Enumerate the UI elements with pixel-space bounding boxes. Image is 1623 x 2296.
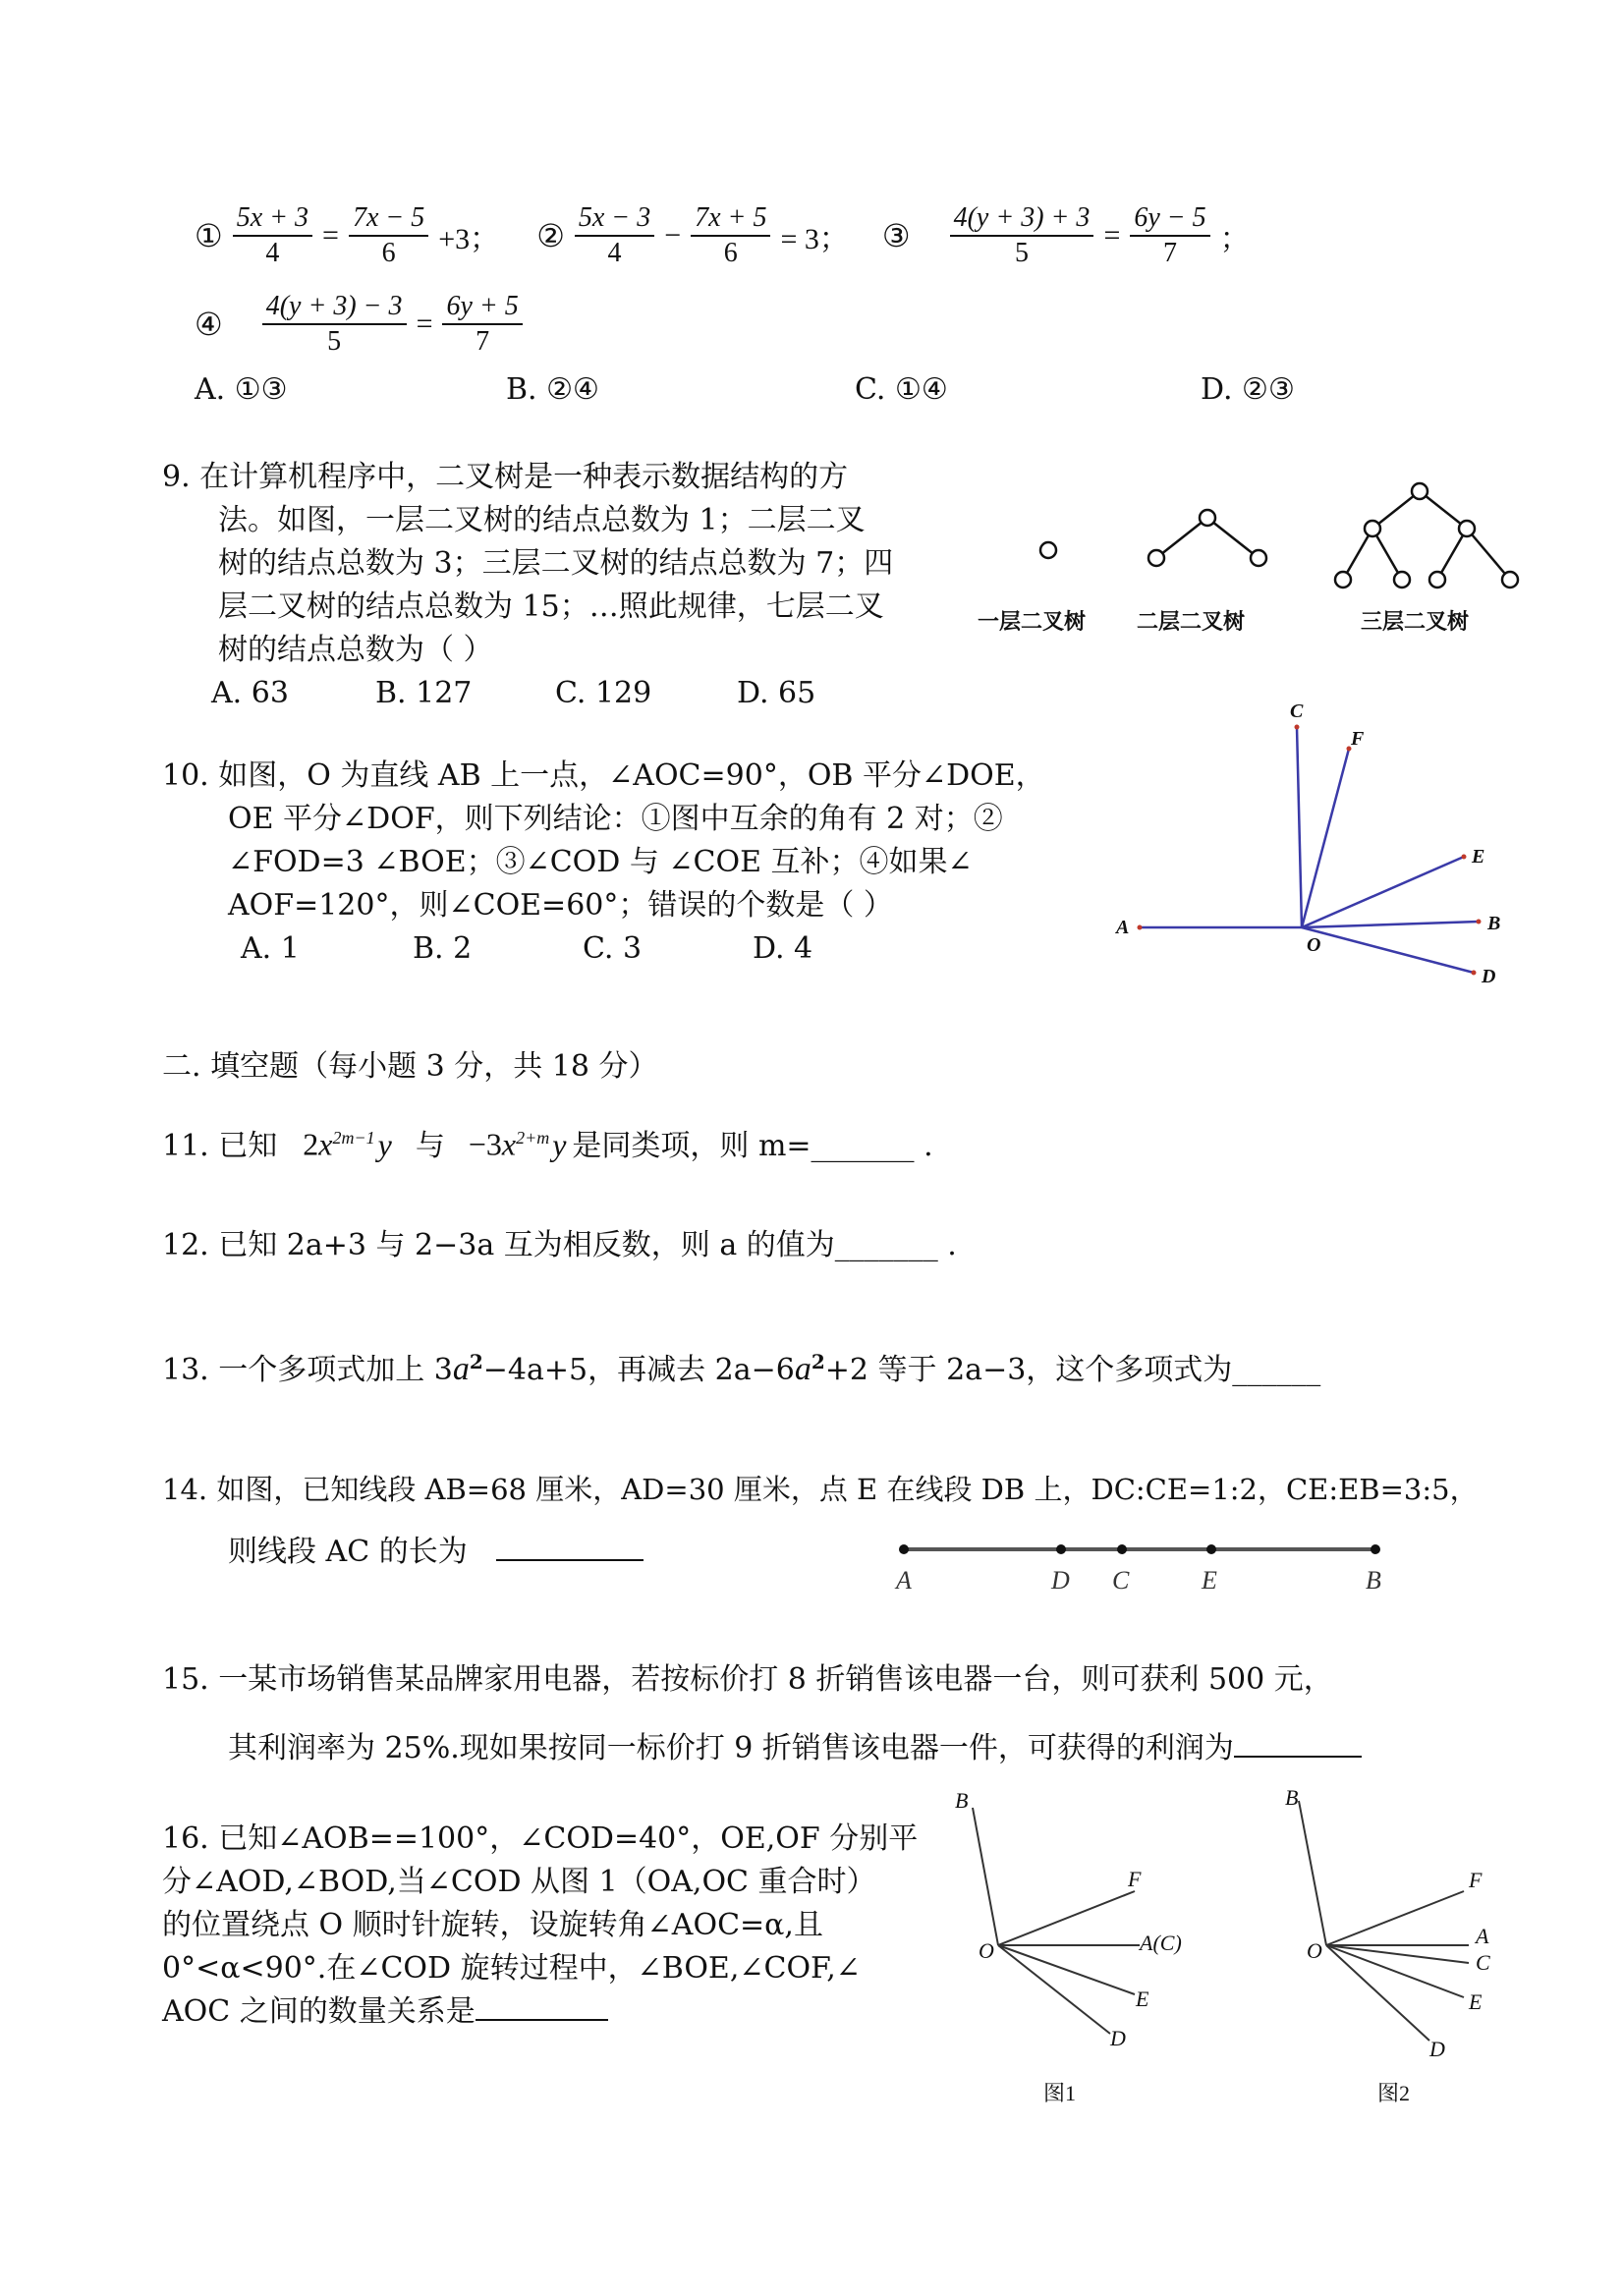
q8-eq2-a-num: 5x − 3 xyxy=(575,201,654,237)
q10-option-d: D. 4 xyxy=(753,931,813,966)
tree2-node xyxy=(1148,550,1164,566)
q8-eq2-a-den: 4 xyxy=(607,238,622,268)
q8-eq1-label: ① xyxy=(195,217,223,254)
tree2-node xyxy=(1251,550,1266,566)
label-d: D xyxy=(1110,2026,1126,2050)
point-e xyxy=(1462,855,1467,860)
q14-segment-figure xyxy=(884,1528,1395,1596)
q8-eq3-lhs-den: 5 xyxy=(1015,238,1029,268)
fig2-caption: 图2 xyxy=(1377,2081,1411,2105)
q8-eq2-b-num: 7x + 5 xyxy=(691,201,770,237)
q16-line-1: 16. 已知∠AOB==100°，∠COD=40°，OE,OF 分别平 xyxy=(162,1821,919,1856)
q8-eq3-lhs-num: 4(y + 3) + 3 xyxy=(950,201,1094,237)
q8-eq4-lhs-fraction xyxy=(262,290,407,359)
label-ac: A(C) xyxy=(1140,1931,1182,1955)
q8-eq4-rhs-fraction xyxy=(442,290,522,359)
q8-eq1-lhs-num: 5x + 3 xyxy=(233,201,312,237)
q11-term1-x: x xyxy=(318,1126,333,1162)
label-c: C xyxy=(1290,700,1304,722)
ray-of xyxy=(1302,749,1349,927)
tree2-edge xyxy=(1156,518,1207,558)
label-f: F xyxy=(1351,728,1365,750)
tree3-node xyxy=(1429,572,1445,588)
q8-eq4-lhs-num: 4(y + 3) − 3 xyxy=(262,290,407,325)
q8-eq3-tail: ； xyxy=(1219,223,1250,255)
q13-sq1: 2 xyxy=(469,1350,483,1373)
q8-eq3-label: ③ xyxy=(881,217,911,254)
point-d xyxy=(1056,1544,1066,1554)
point-a xyxy=(899,1544,909,1554)
q13-line xyxy=(162,1340,1320,1392)
q16-line-5 xyxy=(162,1990,608,2034)
ray-oe xyxy=(998,1945,1135,1994)
q8-eq3-rhs-fraction xyxy=(1130,201,1209,270)
q8-eq3-equals: = xyxy=(1103,219,1121,252)
ray-oc xyxy=(1297,727,1302,927)
label-d: D xyxy=(1051,1566,1070,1595)
q8-eq3-lhs-fraction xyxy=(950,201,1094,270)
q16-answer-blank xyxy=(476,1991,608,2021)
tree3-node xyxy=(1335,572,1351,588)
q10-option-b: B. 2 xyxy=(413,931,473,966)
q8-eq1-lhs-fraction xyxy=(233,201,312,270)
binary-tree-figure xyxy=(968,472,1577,648)
q16-figure-2 xyxy=(1267,1783,1523,2112)
q11-term2-exp: 2+m xyxy=(516,1128,550,1148)
q8-eq1-rhs-fraction xyxy=(349,201,428,270)
q13-part3: +2 等于 2a−3，这个多项式为______ xyxy=(824,1353,1321,1387)
ray-od xyxy=(1326,1945,1429,2041)
label-f: F xyxy=(1128,1867,1142,1891)
q8-equations-row1 xyxy=(195,201,1250,270)
q11-term1 xyxy=(303,1116,392,1166)
q8-eq4-lhs-den: 5 xyxy=(327,326,342,357)
q9-option-a: A. 63 xyxy=(211,676,289,710)
q13-sq2: 2 xyxy=(811,1350,825,1373)
q11-term2 xyxy=(469,1116,567,1166)
label-c: C xyxy=(1476,1950,1490,1975)
q15-line-1: 15. 一某市场销售某品牌家用电器，若按标价打 8 折销售该电器一台，则可获利 500 元， xyxy=(162,1662,1333,1697)
label-f: F xyxy=(1469,1868,1483,1892)
label-b: B xyxy=(955,1788,969,1813)
q11-term1-exp: 2m−1 xyxy=(332,1128,375,1148)
q8-eq2-tail: = 3； xyxy=(780,223,849,255)
q15-answer-blank xyxy=(1234,1728,1362,1758)
q9-option-c: C. 129 xyxy=(555,676,652,710)
tree3-node xyxy=(1459,521,1475,536)
fig1-caption: 图1 xyxy=(1043,2081,1077,2105)
q14-line-1: 14. 如图，已知线段 AB=68 厘米，AD=30 厘米，点 E 在线段 DB 上，DC:CE=1:2，CE:EB=3:5， xyxy=(162,1473,1479,1506)
q8-eq1-equals: = xyxy=(322,219,339,252)
label-o: O xyxy=(979,1938,994,1963)
ray-of xyxy=(998,1891,1135,1945)
ray-ob xyxy=(1302,922,1479,927)
label-e: E xyxy=(1469,1989,1483,2014)
q8-eq2-b-den: 6 xyxy=(723,238,738,268)
q14-line-2-text: 则线段 AC 的长为 xyxy=(228,1535,468,1569)
label-e: E xyxy=(1136,1987,1149,2011)
point-c xyxy=(1295,725,1300,730)
q11-suffix: 是同类项，则 m=_______ . xyxy=(572,1128,933,1163)
q11-term2-x: x xyxy=(501,1126,517,1162)
q10-line-2: OE 平分∠DOF，则下列结论：①图中互余的角有 2 对；② xyxy=(228,802,1003,836)
q11-term2-coef: −3 xyxy=(468,1126,502,1162)
label-b: B xyxy=(1285,1785,1299,1810)
q9-line-2: 法。如图，一层二叉树的结点总数为 1；二层二叉 xyxy=(218,503,866,537)
label-o: O xyxy=(1307,934,1321,956)
q8-eq2-minus: − xyxy=(664,219,682,252)
point-c xyxy=(1117,1544,1127,1554)
tree3-node xyxy=(1394,572,1410,588)
q8-equations-row2 xyxy=(195,290,523,359)
tree3-node xyxy=(1412,483,1427,499)
tree3-caption: 三层二叉树 xyxy=(1361,609,1470,634)
q16-line-2: 分∠AOD,∠BOD,当∠COD 从图 1（OA,OC 重合时） xyxy=(162,1865,876,1899)
ray-od xyxy=(998,1945,1110,2034)
q16-figure-1 xyxy=(943,1788,1228,2112)
q8-eq4-rhs-num: 6y + 5 xyxy=(442,290,522,325)
tree3-node xyxy=(1365,521,1380,536)
q13-part2: −4a+5，再减去 2a−6 xyxy=(482,1353,795,1387)
ray-oe xyxy=(1302,857,1464,927)
q16-line-5-text: AOC 之间的数量关系是 xyxy=(162,1994,476,2029)
q9-line-4: 层二叉树的结点总数为 15；…照此规律，七层二叉 xyxy=(218,589,884,624)
ray-ob xyxy=(973,1808,998,1945)
q11-prefix: 11. 已知 xyxy=(162,1128,278,1163)
q10-option-a: A. 1 xyxy=(241,931,300,966)
q10-line-3: ∠FOD=3 ∠BOE；③∠COD 与 ∠COE 互补；④如果∠ xyxy=(228,845,973,879)
q12-line: 12. 已知 2a+3 与 2−3a 互为相反数，则 a 的值为_______ . xyxy=(162,1228,957,1262)
label-o: O xyxy=(1307,1938,1322,1963)
q11-term1-coef: 2 xyxy=(303,1126,319,1162)
ray-od xyxy=(1302,927,1474,973)
label-b: B xyxy=(1366,1566,1381,1595)
q8-option-d: D. ②③ xyxy=(1201,372,1295,407)
q9-line-3: 树的结点总数为 3；三层二叉树的结点总数为 7；四 xyxy=(218,546,894,581)
label-e: E xyxy=(1202,1566,1217,1595)
label-b: B xyxy=(1487,913,1501,934)
q14-line-2 xyxy=(228,1531,644,1574)
point-b xyxy=(1477,920,1482,924)
q8-eq2-b-fraction xyxy=(691,201,770,270)
q16-line-3: 的位置绕点 O 顺时针旋转，设旋转角∠AOC=α,且 xyxy=(162,1908,823,1942)
point-e xyxy=(1206,1544,1216,1554)
point-b xyxy=(1371,1544,1380,1554)
q8-eq2-label: ② xyxy=(536,217,565,254)
tree2-caption: 二层二叉树 xyxy=(1137,609,1246,634)
q10-line-1: 10. 如图，O 为直线 AB 上一点，∠AOC=90°，OB 平分∠DOE， xyxy=(162,758,1045,793)
q8-option-b: B. ②④ xyxy=(506,372,599,407)
q11-line xyxy=(162,1116,933,1168)
q11-mid: 与 xyxy=(415,1128,445,1163)
label-a: A xyxy=(1476,1924,1489,1948)
q9-line-1: 9. 在计算机程序中，二叉树是一种表示数据结构的方 xyxy=(162,460,849,494)
q8-eq4-rhs-den: 7 xyxy=(476,326,490,357)
q11-term1-y: y xyxy=(377,1126,392,1162)
tree2-node xyxy=(1200,510,1215,526)
q9-option-b: B. 127 xyxy=(375,676,473,710)
q10-angle-figure xyxy=(1100,688,1533,992)
q8-eq1-rhs-num: 7x − 5 xyxy=(349,201,428,237)
point-d xyxy=(1472,971,1477,976)
q8-option-c: C. ①④ xyxy=(855,372,948,407)
q15-line-2 xyxy=(228,1727,1362,1770)
ray-of xyxy=(1326,1891,1464,1945)
label-e: E xyxy=(1472,846,1485,868)
label-d: D xyxy=(1429,2037,1445,2061)
q13-a2: a xyxy=(794,1351,812,1387)
q8-eq2-a-fraction xyxy=(575,201,654,270)
q8-option-a: A. ①③ xyxy=(195,372,288,407)
q15-line-2-text: 其利润率为 25%.现如果按同一标价打 9 折销售该电器一件，可获得的利润为 xyxy=(228,1731,1234,1765)
tree1-caption: 一层二叉树 xyxy=(978,609,1087,634)
q11-term2-y: y xyxy=(552,1126,567,1162)
label-a: A xyxy=(896,1566,912,1595)
q8-eq1-tail: +3； xyxy=(438,223,500,255)
q9-option-d: D. 65 xyxy=(737,676,816,710)
label-a: A xyxy=(1116,917,1130,938)
q8-eq3-rhs-num: 6y − 5 xyxy=(1130,201,1209,237)
q13-a1: a xyxy=(452,1351,470,1387)
q14-answer-blank xyxy=(496,1532,644,1561)
q9-line-5: 树的结点总数为（ ） xyxy=(218,633,493,667)
tree1-node xyxy=(1040,542,1056,558)
q8-eq1-lhs-den: 4 xyxy=(265,238,280,268)
section-2-title: 二. 填空题（每小题 3 分，共 18 分） xyxy=(162,1049,658,1084)
ray-ob xyxy=(1299,1801,1326,1945)
q10-line-4: AOF=120°，则∠COE=60°；错误的个数是（ ） xyxy=(228,888,893,923)
label-c: C xyxy=(1112,1566,1130,1595)
tree3-node xyxy=(1502,572,1518,588)
label-d: D xyxy=(1482,966,1496,987)
q16-line-4: 0°<α<90°.在∠COD 旋转过程中，∠BOE,∠COF,∠ xyxy=(162,1951,861,1986)
q8-eq4-label: ④ xyxy=(195,306,223,343)
tree3-edge xyxy=(1467,529,1510,580)
q8-eq1-rhs-den: 6 xyxy=(381,238,396,268)
q10-option-c: C. 3 xyxy=(583,931,643,966)
q13-part1: 13. 一个多项式加上 3 xyxy=(162,1353,453,1387)
q8-eq4-equals: = xyxy=(416,308,433,340)
point-a xyxy=(1138,925,1143,930)
q8-eq3-rhs-den: 7 xyxy=(1163,238,1178,268)
tree2-edge xyxy=(1207,518,1259,558)
